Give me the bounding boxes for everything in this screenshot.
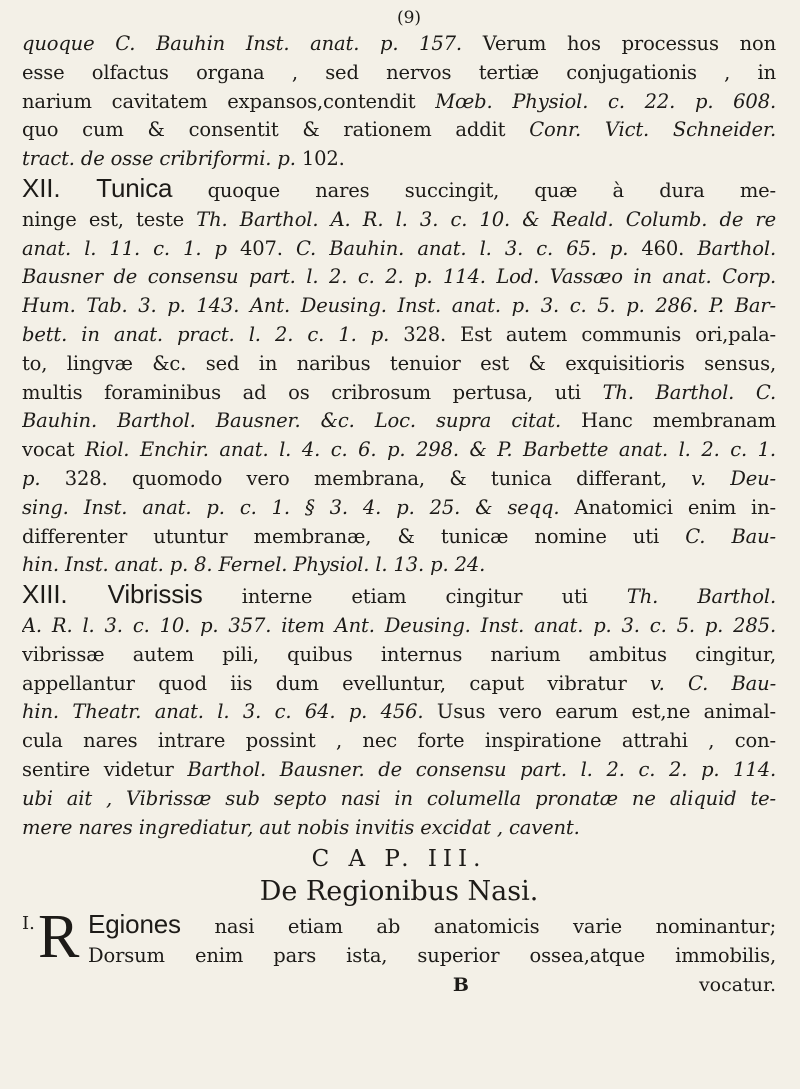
text-line [22,263,776,292]
text-line [22,407,776,436]
text-run: vocat [22,438,85,462]
text-run: ubi ait , Vibrissæ sub septo nasi in columella pronatæ ne aliquid te- [22,786,776,810]
text-run: tract. de osse cribriformi. p. [22,147,296,171]
text-line [22,321,776,350]
text-run: anat. l. 11. c. 1. p [22,236,227,260]
page-footer [22,971,776,999]
text-run: Hum. Tab. 3. p. 143. Ant. Deusing. Inst. anat. p. 3. c. 5. p. 286. P. Bar- [22,294,776,318]
text-run: 328. quomodo vero membrana, & tunica differant, [40,466,692,490]
drop-cap: R [38,903,80,972]
text-run: Riol. Enchir. anat. l. 4. c. 6. p. 298. & P. Barbette anat. l. 2. c. 1. [85,438,776,462]
text-run: 407. [226,236,296,260]
text-run: hin. Theatr. anat. l. 3. c. 64. p. 456. [22,700,424,724]
text-line [22,698,776,727]
text-line [22,436,776,465]
text-run: vibrissæ autem pili, quibus internus narium ambitus cingitur, [22,642,776,666]
text-run: Conr. Vict. Schneider. [529,118,776,142]
text-run: esse olfactus organa , sed nervos tertiæ conjugationis , in [22,60,776,84]
text-line [22,206,776,235]
text-line [22,88,776,117]
text-line [22,814,776,843]
text-run: interne etiam cingitur uti [202,585,627,609]
text-line [22,756,776,785]
text-run: sentire videtur [22,757,188,781]
text-run: Usus vero earum est,ne animal- [423,700,776,724]
paragraph-number: I. [22,913,35,935]
text-run: Anatomici enim in- [559,495,776,519]
text-run: quoque nares succingit, quæ à dura me- [172,178,776,202]
text-run: multis foraminibus ad os cribrosum pertusa, uti [22,380,603,404]
text-run: Barthol. Bausner. de consensu part. l. 2. c. 2. p. 114. [187,757,776,781]
text-run: 460. [628,236,698,260]
catchword: vocatur. [698,973,776,996]
text-run: Verum hos processus non [461,32,776,55]
text-run: 102. [295,147,345,171]
body-text [22,30,776,842]
chapter-heading: C A P. III. [311,846,487,873]
text-line [22,612,776,641]
text-run: p. [22,466,41,490]
text-run: quoque C. Bauhin Inst. anat. p. 157. [22,32,462,55]
paragraph-start [22,903,776,972]
text-run: Bauhin. Barthol. Bausner. &c. Loc. supra citat. [22,409,562,433]
text-line [22,670,776,699]
section-lead: XIII. Vibrissis [22,580,203,610]
text-run: bett. in anat. pract. l. 2. c. 1. p. [22,322,390,346]
text-line [22,727,776,756]
text-line [22,174,776,206]
text-run: Th. Barthol. C. [602,380,776,404]
text-line [22,641,776,670]
text-line [22,30,776,59]
text-run: quo cum & consentit & rationem addit [22,118,530,142]
paragraph-line: Dorsum enim pars ista, superior ossea,atque immobilis, [88,944,776,968]
text-run: Hanc membranam [561,409,776,433]
paragraph-body [88,910,776,971]
text-run: to, lingvæ &c. sed in naribus tenuior est & exquisitioris sensus, [22,351,776,375]
text-run: C. Bauhin. anat. l. 3. c. 65. p. [295,236,629,260]
text-line [22,235,776,264]
text-run: Mœb. Physiol. c. 22. p. 608. [435,89,776,113]
text-line [22,145,776,174]
text-line [22,523,776,552]
text-line [22,580,776,612]
paragraph-line: nasi etiam ab anatomicis varie nominantur; [180,915,776,939]
section-lead: XII. Tunica [22,173,173,203]
page-number: (9) [396,8,422,28]
text-run: sing. Inst. anat. p. c. 1. § 3. 4. p. 25. & seqq. [22,495,560,519]
text-line [22,350,776,379]
text-run: mere nares ingrediatur, aut nobis invitis excidat , cavent. [22,815,580,839]
text-line [22,116,776,145]
text-line [22,465,776,494]
text-run: narium cavitatem expansos,contendit [22,89,436,113]
text-run: differenter utuntur membranæ, & tunicæ nomine uti [22,524,686,548]
text-run: Th. Barthol. [626,585,776,609]
text-line [22,379,776,408]
text-line [22,292,776,321]
text-run: C. Bau- [685,524,776,548]
text-line [22,59,776,88]
text-run: cula nares intrare possint , nec forte inspiratione attrahi , con- [22,729,776,753]
text-run: A. R. l. 3. c. 10. p. 357. item Ant. Deusing. Inst. anat. p. 3. c. 5. p. 285. [22,613,776,637]
chapter-title: De Regionibus Nasi. [259,876,539,908]
text-run: ninge est, teste [22,207,197,231]
text-run: 328. Est autem communis ori,pala- [389,322,776,346]
text-run: Bausner de consensu part. l. 2. c. 2. p. 114. Lod. Vassæo in anat. Corp. [22,265,776,289]
text-run: appellantur quod iis dum evelluntur, caput vibratur [22,671,651,695]
paragraph-lead-word: Egiones [88,910,181,940]
text-run: v. C. Bau- [650,671,776,695]
signature-mark: B [452,973,469,996]
text-line [22,494,776,523]
text-run: v. Deu- [691,466,776,490]
text-run: Th. Barthol. A. R. l. 3. c. 10. & Reald. Columb. de re [196,207,776,231]
text-line [22,785,776,814]
text-line [22,551,776,580]
text-run: Barthol. [697,236,776,260]
text-run: hin. Inst. anat. p. 8. Fernel. Physiol. l. 13. p. 24. [22,553,486,577]
